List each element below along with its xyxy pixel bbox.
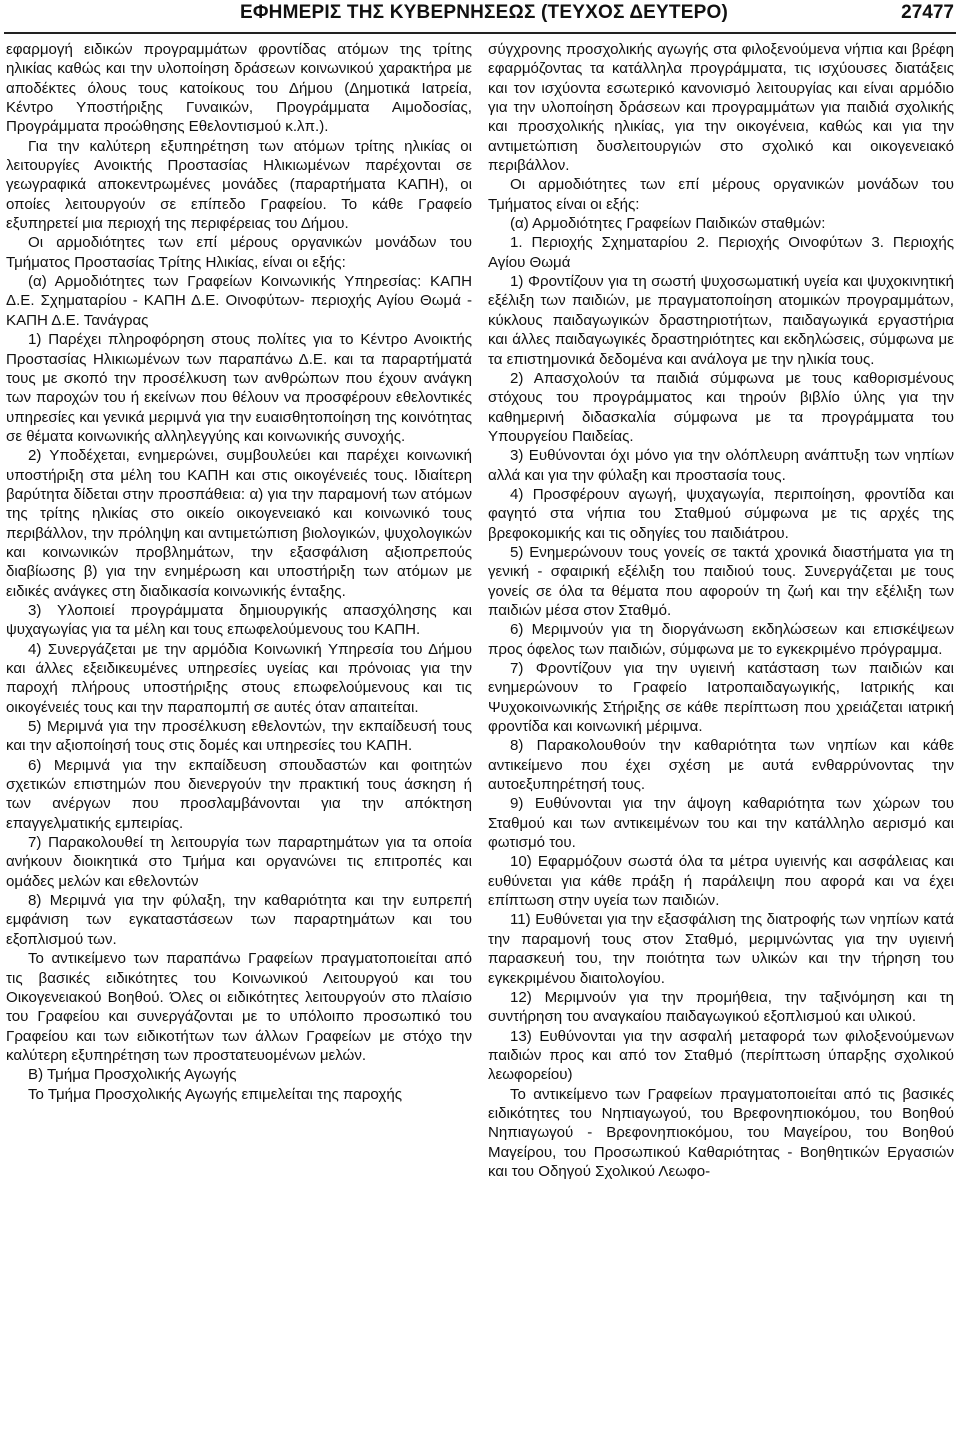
page-header bbox=[0, 0, 960, 40]
paragraph: 1) Φροντίζουν για τη σωστή ψυχοσωματική υγεία και ψυχοκινητική εξέλιξη των παιδιών, με πραγματοποίηση ατομικών προγραμμάτων, κύκλους παιδαγωγικών δραστηριοτήτων, παιδαγωγικά εργαστήρια και άλλες παιδαγωγικές δραστηριότητες και εκδηλώσεις, σύμφωνα με τα επιστημονικά δεδομένα και ανάλογα με την ηλικία τους. bbox=[488, 273, 954, 368]
paragraph: 6) Μεριμνά για την εκπαίδευση σπουδαστών και φοιτητών σχετικών επιστημών που διενεργούν την πρακτική τους άσκηση ή των ανέργων που προσλαμβάνονται για την απόκτηση επαγγελματικής εμπειρίας. bbox=[6, 756, 472, 832]
section-heading: Β) Τμήμα Προσχολικής Αγωγής bbox=[28, 1066, 237, 1084]
paragraph: 1) Παρέχει πληροφόρηση στους πολίτες για το Κέντρο Ανοικτής Προστασίας Ηλικιωμένων των παραπάνω Δ.Ε. και τα παραρτήματά τους με σκοπό την προσέλκυση των ανθρώπων που έχουν ανάγκη των παροχών του ή εκείνων που θέλουν να προσφέρουν εθελοντικές υπηρεσίες και γενικά μεριμνά για την ευαισθητοποίηση της κοινότητας σε θέματα κοινωνικής αλληλεγγύης και κοινωνικής συνοχής. bbox=[6, 331, 472, 445]
left-column bbox=[6, 40, 472, 1104]
paragraph: (α) Αρμοδιότητες Γραφείων Παιδικών σταθμών: bbox=[510, 215, 826, 233]
paragraph: 1. Περιοχής Σχηματαρίου 2. Περιοχής Οινοφύτων 3. Περιοχής Αγίου Θωμά bbox=[488, 234, 954, 271]
right-column bbox=[488, 40, 954, 1181]
paragraph: 6) Μεριμνούν για τη διοργάνωση εκδηλώσεων και επισκέψεων προς όφελος των παιδιών, σύμφωνα με το εγκεκριμένο πρόγραμμα. bbox=[488, 621, 954, 658]
paragraph: εφαρμογή ειδικών προγραμμάτων φροντίδας ατόμων της τρίτης ηλικίας καθώς και την υλοποίηση δράσεων κοινωνικού χαρακτήρα με αποδέκτες όλους τους κατοίκους του Δήμου (Δημοτικά Ιατρεία, Κέντρο Υποστήριξης Γυναικών, Προγράμματα Αιμοδοσίας, Προγράμματα προώθησης Εθελοντισμού κ.λπ.). bbox=[6, 41, 472, 136]
paragraph: 10) Εφαρμόζουν σωστά όλα τα μέτρα υγιεινής και ασφάλειας και ευθύνεται για κάθε πράξη ή παράλειψη που αφορά και να έχει επίπτωση στην υγεία των παιδιών. bbox=[488, 853, 954, 910]
paragraph: (α) Αρμοδιότητες των Γραφείων Κοινωνικής Υπηρεσίας: ΚΑΠΗ Δ.Ε. Σχηματαρίου - ΚΑΠΗ Δ.Ε. Οινοφύτων- περιοχής Αγίου Θωμά - ΚΑΠΗ Δ.Ε. Τανάγρας bbox=[6, 273, 472, 329]
paragraph: 13) Ευθύνονται για την ασφαλή μεταφορά των φιλοξενούμενων παιδιών προς και από τον Σταθμό (περίπτωση ύπαρξης σχολικού λεωφορείου) bbox=[488, 1027, 954, 1084]
paragraph: Το αντικείμενο των Γραφείων πραγματοποιείται από τις βασικές ειδικότητες του Νηπιαγωγού, του Βρεφονηπιοκόμου, του Βοηθού Νηπιαγωγού - Βρεφονηπιοκόμου, του Μαγείρου, του Βοηθού Μαγείρου, του Προσωπικού Καθαριότητας - Βοηθητικών Εργασιών και του Οδηγού Σχολικού Λεωφο- bbox=[488, 1085, 954, 1180]
paragraph: 8) Παρακολουθούν την καθαριότητα των νηπίων και κάθε αντικείμενο που έχει σχέση με αυτά ενθαρρύνοντας την αυτοεξυπηρέτησή τους. bbox=[488, 737, 954, 794]
paragraph: 8) Μεριμνά για την φύλαξη, την καθαριότητα και την ευπρεπή εμφάνιση των εγκαταστάσεων των παραρτημάτων και του εξοπλισμού των. bbox=[6, 892, 472, 948]
page-number: 27477 bbox=[901, 2, 954, 23]
paragraph: 4) Συνεργάζεται με την αρμόδια Κοινωνική Υπηρεσία του Δήμου και άλλες εξειδικευμένες υπηρεσίες υγείας και πρόνοιας για την παροχή πλήρους υποστήριξης στους επωφελούμενους και τις οικογένειές τους και την παραπομπή σε αυτές όταν απαιτείται. bbox=[6, 640, 472, 716]
paragraph: Οι αρμοδιότητες των επί μέρους οργανικών μονάδων του Τμήματος Προστασίας Τρίτης Ηλικίας, είναι οι εξής: bbox=[6, 234, 472, 271]
paragraph: 9) Ευθύνονται για την άψογη καθαριότητα των χώρων του Σταθμού και των αντικειμένων του και την κατάλληλο αερισμό και φωτισμό του. bbox=[488, 795, 954, 852]
paragraph: 2) Απασχολούν τα παιδιά σύμφωνα με τους καθορισμένους στόχους του προγράμματος και τηρούν βιβλίο ύλης για την καθημερινή διδασκαλία σύμφωνα με τα προγράμματα του Υπουργείου Παιδείας. bbox=[488, 369, 954, 445]
paragraph: 4) Προσφέρουν αγωγή, ψυχαγωγία, περιποίηση, φροντίδα και φαγητό στα νήπια του Σταθμού σύμφωνα με τις αρχές της βρεφοκομικής και τις οδηγίες του παιδιάτρου. bbox=[488, 485, 954, 542]
paragraph: 5) Ενημερώνουν τους γονείς σε τακτά χρονικά διαστήματα για τη γενική - σφαιρική εξέλιξη του παιδιού τους. Συνεργάζεται με τους γονείς σε όλα τα θέματα που αφορούν τη ζωή και την εξέλιξη των παιδιών μέσα στον Σταθμό. bbox=[488, 543, 954, 619]
paragraph: 11) Ευθύνεται για την εξασφάλιση της διατροφής των νηπίων κατά την παραμονή τους στον Σταθμό, μεριμνώντας για την υγιεινή παρασκευή του, την ποιότητα των υλικών και την τήρηση του εγκεκριμένου διαιτολογίου. bbox=[488, 911, 954, 987]
paragraph: 12) Μεριμνούν για την προμήθεια, την ταξινόμηση και τη συντήρηση του αναγκαίου παιδαγωγικού εξοπλισμού και υλικού. bbox=[488, 988, 954, 1026]
paragraph: 7) Φροντίζουν για την υγιεινή κατάσταση των παιδιών και ενημερώνουν το Γραφείο Ιατροπαιδαγωγικής, Ιατρικής και Ψυχοκοινωνικής Στήριξης σε κάθε περίπτωση που χρειάζεται ιατρική φροντίδα και κοινωνική μέριμνα. bbox=[488, 660, 954, 736]
paragraph: Το Τμήμα Προσχολικής Αγωγής επιμελείται της παροχής bbox=[28, 1085, 403, 1103]
paragraph: 2) Υποδέχεται, ενημερώνει, συμβουλεύει και παρέχει κοινωνική υποστήριξη στα μέλη του ΚΑΠΗ και στις οικογένειές τους. Ιδιαίτερη βαρύτητα δίδεται στην προσπάθεια: α) για την παραμονή των ατόμων της τρίτης ηλικίας στο οικείο οικογενειακό και κοινωνικό τους περιβάλλον, την πρόληψη και αντιμετώπιση βιολογικών, ψυχολογικών και κοινωνικών προβλημάτων, την εξασφάλιση αξιοπρεπούς διαβίωσης β) για την ενημέρωση και υποστήριξη των ατόμων με ειδικές ανάγκες στη διαδικασία κοινωνικής ένταξης. bbox=[6, 447, 472, 600]
paragraph: Για την καλύτερη εξυπηρέτηση των ατόμων τρίτης ηλικίας οι λειτουργίες Ανοικτής Προστασίας Ηλικιωμένων παρέχονται σε γεωγραφικά αποκεντρωμένες μονάδες (παραρτήματα ΚΑΠΗ), οι οποίες λειτουργούν σε επίπεδο Γραφείου. Το κάθε Γραφείο εξυπηρετεί μια περιοχή της περιφέρειας του Δήμου. bbox=[6, 137, 472, 233]
gazette-title: ΕΦΗΜΕΡΙΣ ΤΗΣ ΚΥΒΕΡΝΗΣΕΩΣ (ΤΕΥΧΟΣ ΔΕΥΤΕΡΟ) bbox=[240, 2, 728, 23]
paragraph: 3) Υλοποιεί προγράμματα δημιουργικής απασχόλησης και ψυχαγωγίας για τα μέλη και τους επωφελούμενους του ΚΑΠΗ. bbox=[6, 601, 472, 639]
paragraph: Το αντικείμενο των παραπάνω Γραφείων πραγματοποιείται από τις βασικές ειδικότητες του Κοινωνικού Λειτουργού και του Οικογενειακού Βοηθού. Όλες οι ειδικότητες λειτουργούν στο πλαίσιο του Γραφείου και συνεργάζονται με το υπόλοιπο προσωπικό του Γραφείου και των ειδικοτήτων των άλλων Γραφείων με στόχο την καλύτερη εξυπηρέτηση των προστατευομένων μελών. bbox=[6, 950, 472, 1064]
paragraph: σύγχρονης προσχολικής αγωγής στα φιλοξενούμενα νήπια και βρέφη εφαρμόζοντας τα κατάλληλα προγράμματα, τις ισχύουσες διατάξεις και τον ισχύοντα εσωτερικό κανονισμό λειτουργίας και είναι αρμόδιο για την υλοποίηση δράσεων και προγραμμάτων για παιδιά σχολικής και προσχολικής ηλικίας, για την οικογένεια, καθώς και για την αντιμετώπιση δυσλειτουργιών στο σχολικό και οικογενειακό περιβάλλον. bbox=[488, 41, 954, 175]
header-divider bbox=[4, 32, 956, 34]
paragraph: 5) Μεριμνά για την προσέλκυση εθελοντών, την εκπαίδευσή τους και την αξιοποίησή τους στις δομές και υπηρεσίες του ΚΑΠΗ. bbox=[6, 718, 472, 755]
paragraph: Οι αρμοδιότητες των επί μέρους οργανικών μονάδων του Τμήματος είναι οι εξής: bbox=[488, 176, 954, 213]
paragraph: 7) Παρακολουθεί τη λειτουργία των παραρτημάτων για τα οποία ανήκουν διοικητικά στο Τμήμα και οργανώνει τις επιτροπές και ομάδες μελών και εθελοντών bbox=[6, 834, 472, 890]
paragraph: 3) Ευθύνονται όχι μόνο για την ολόπλευρη ανάπτυξη των νηπίων αλλά και για την φύλαξη και προστασία τους. bbox=[488, 447, 954, 484]
